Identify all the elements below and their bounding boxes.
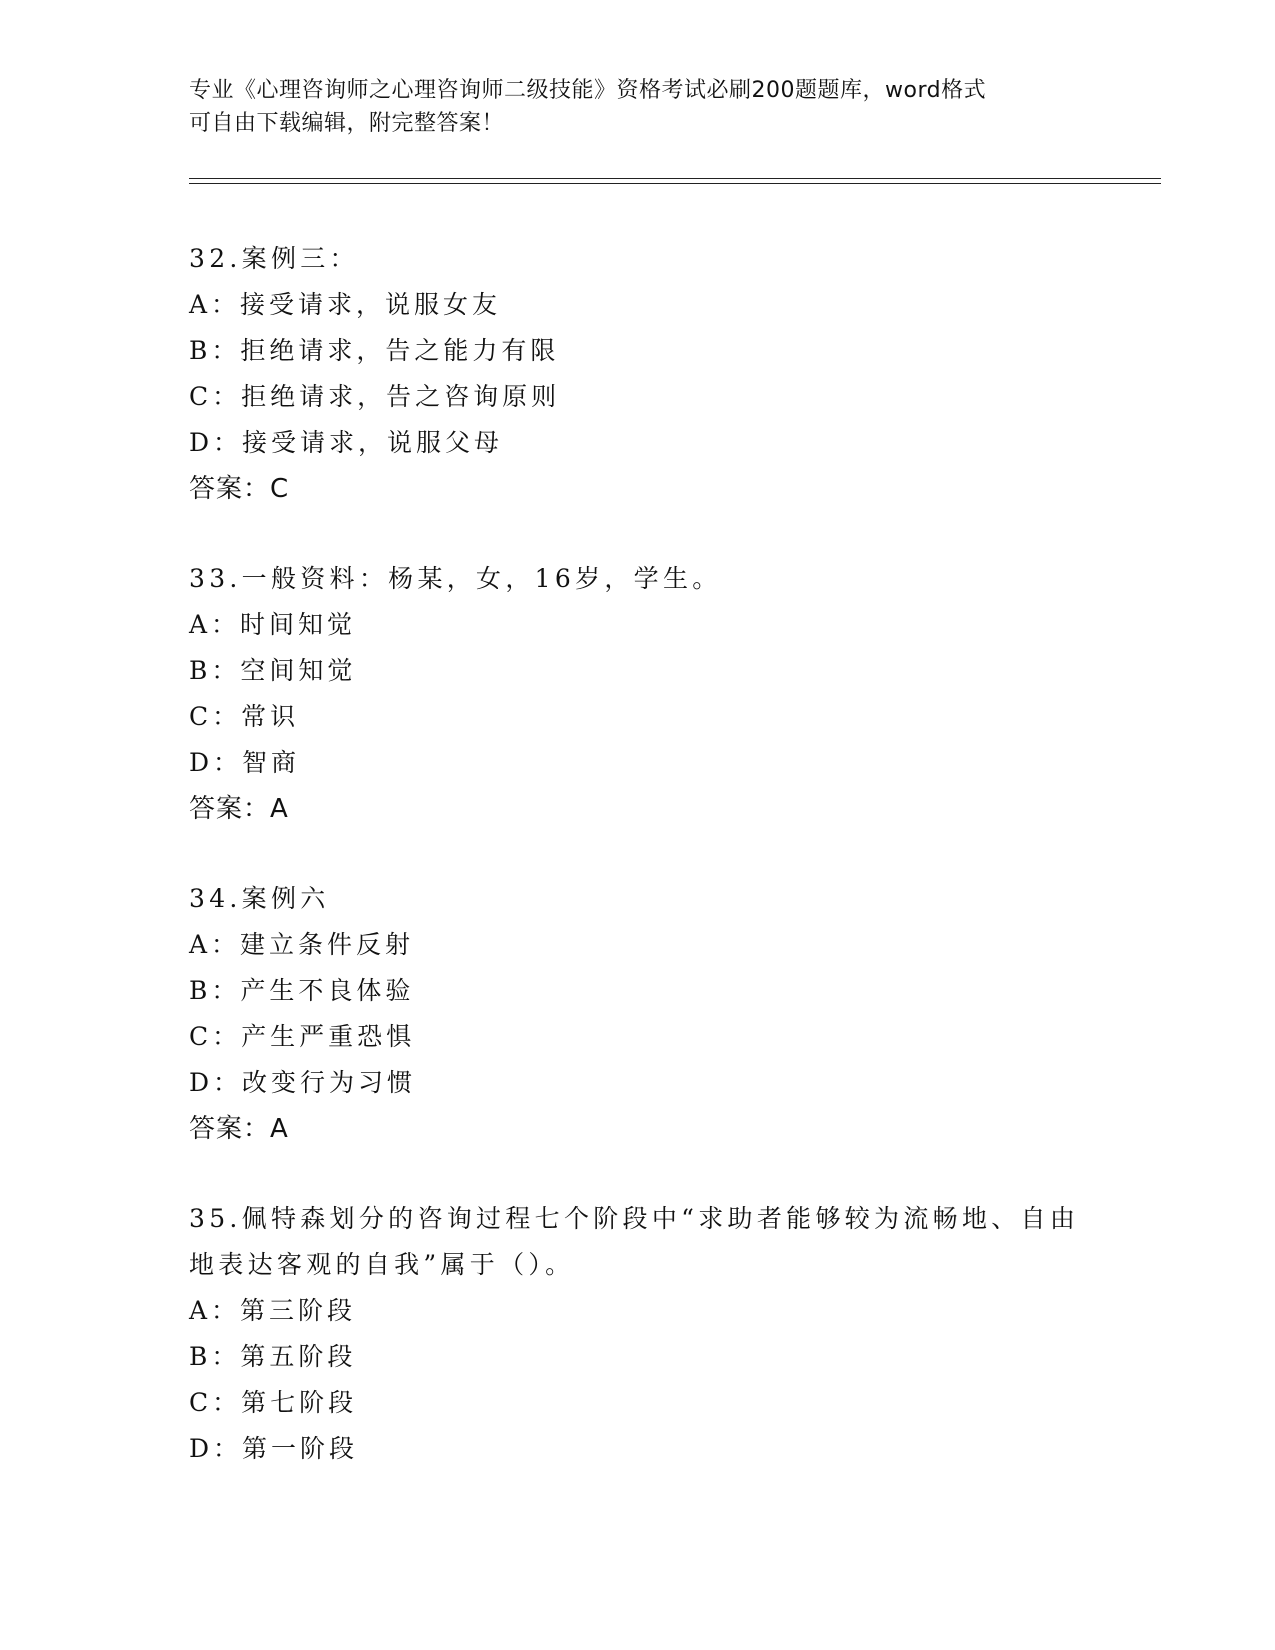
option-a: A：建立条件反射 — [189, 930, 415, 959]
question-34 — [189, 876, 1089, 1152]
option-b: B：空间知觉 — [189, 656, 357, 685]
option-c: C：产生严重恐惧 — [189, 1022, 416, 1051]
answer-line: 答案：A — [189, 1114, 289, 1144]
header-divider — [189, 178, 1161, 184]
option-a: A：时间知觉 — [189, 610, 357, 639]
option-b: B：第五阶段 — [189, 1342, 357, 1371]
header-line-2: 可自由下载编辑，附完整答案！ — [189, 111, 505, 136]
question-32 — [189, 236, 1089, 512]
answer-line: 答案：C — [189, 474, 290, 504]
header-line-1: 专业《心理咨询师之心理咨询师二级技能》资格考试必刷200题题库，word格式 — [189, 78, 987, 103]
question-33 — [189, 556, 1089, 832]
question-stem: 32.案例三： — [189, 244, 359, 273]
option-c: C：拒绝请求，告之咨询原则 — [189, 382, 561, 411]
document-header — [189, 74, 1069, 140]
answer-line: 答案：A — [189, 794, 289, 824]
option-d: D：改变行为习惯 — [189, 1068, 417, 1097]
question-stem: 34.案例六 — [189, 884, 330, 913]
option-c: C：常识 — [189, 702, 300, 731]
option-c: C：第七阶段 — [189, 1388, 358, 1417]
option-d: D：第一阶段 — [189, 1434, 359, 1463]
question-stem: 33.一般资料：杨某，女，16岁，学生。 — [189, 564, 722, 593]
option-b: B：产生不良体验 — [189, 976, 415, 1005]
option-d: D：智商 — [189, 748, 301, 777]
question-35 — [189, 1196, 1089, 1472]
option-a: A：接受请求，说服女友 — [189, 290, 502, 319]
option-a: A：第三阶段 — [189, 1296, 357, 1325]
question-stem-line-1: 35.佩特森划分的咨询过程七个阶段中“求助者能够较为流畅地、自由 — [189, 1204, 1080, 1233]
question-stem-line-2: 地表达客观的自我”属于（）。 — [189, 1250, 575, 1279]
option-d: D：接受请求，说服父母 — [189, 428, 504, 457]
option-b: B：拒绝请求，告之能力有限 — [189, 336, 560, 365]
